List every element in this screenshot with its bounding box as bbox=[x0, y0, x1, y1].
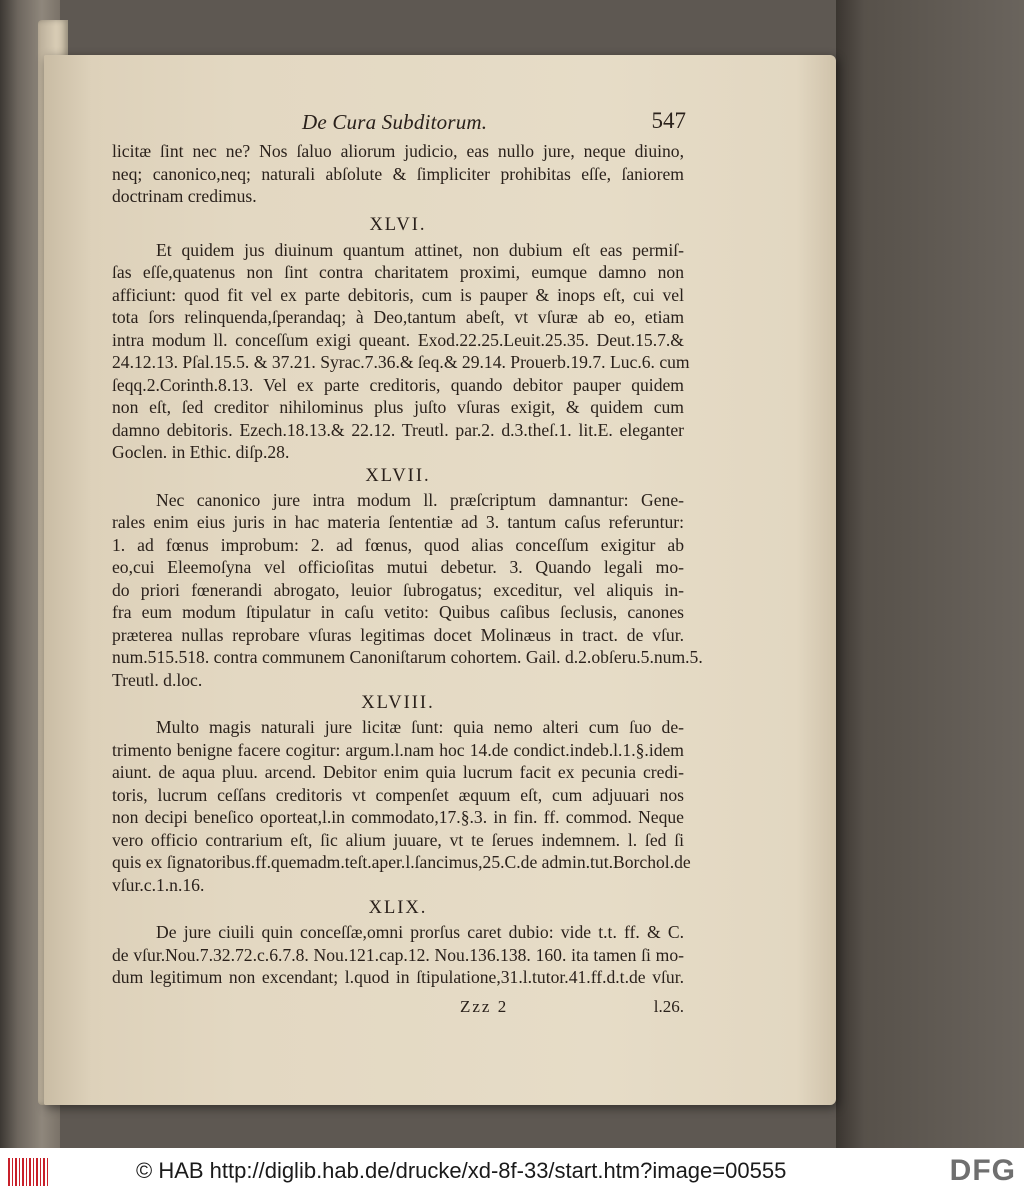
text-line: num.515.518. contra communem Canoniſtarum cohortem. Gail. d.2.obſeru.5.num.5. bbox=[112, 647, 703, 667]
text-line: præterea nullas reprobare vſuras legitimas docet Molinæus in tract. de vſur. bbox=[112, 624, 684, 645]
text-line: Multo magis naturali jure licitæ ſunt: quia nemo alteri cum ſuo de- bbox=[156, 717, 684, 737]
text-line: Nec canonico jure intra modum ll. præſcriptum damnantur: Gene- bbox=[156, 489, 684, 510]
page-content bbox=[112, 108, 703, 1023]
text-line: vero officio contrarium eſt, ſic alium juuare, vt te ſerues indemnem. l. ſed ſi bbox=[112, 829, 684, 850]
text-line: trimento benigne facere cogitur: argum.l.nam hoc 14.de condict.indeb.l.1.§.idem bbox=[112, 739, 684, 760]
section-49 bbox=[112, 896, 684, 989]
text-line: do priori fœnerandi abrogato, leuior ſubrogatus; exceditur, vel aliquis in- bbox=[112, 579, 684, 600]
dfg-logo: DFG bbox=[949, 1154, 1016, 1187]
text-line: non decipi beneſico oporteat,l.in commodato,17.§.3. in fin. ff. commod. Neque bbox=[112, 807, 684, 827]
book-background-right bbox=[836, 0, 1024, 1148]
running-head-title: De Cura Subditorum. bbox=[302, 110, 488, 134]
page-foot bbox=[112, 995, 684, 1023]
text-line: dum legitimum non excendant; l.quod in ſtipulatione,31.l.tutor.41.ff.d.t.de vſur. bbox=[112, 967, 684, 987]
paragraph-intro bbox=[112, 140, 684, 208]
section-heading: XLVIII. bbox=[361, 693, 435, 713]
signature-mark: Zzz 2 bbox=[460, 996, 509, 1016]
page-number: 547 bbox=[651, 108, 686, 133]
text-line: quis ex ſignatoribus.ff.quemadm.teſt.aper.l.ſancimus,25.C.de admin.tut.Borchol.de bbox=[112, 852, 691, 872]
copyright-link[interactable]: © HAB http://diglib.hab.de/drucke/xd-8f-33/start.htm?image=00555 bbox=[136, 1158, 787, 1183]
text-line: eo,cui Eleemoſyna vel officioſitas mutui debetur. 3. Quando legali mo- bbox=[112, 557, 684, 577]
section-heading: XLIX. bbox=[368, 898, 428, 918]
section-46 bbox=[112, 208, 690, 464]
text-line: De jure ciuili quin conceſſæ,omni prorſus caret dubio: vide t.t. ff. & C. bbox=[156, 922, 684, 942]
text-line: ſas eſſe,quatenus non ſint contra charitatem proximi, eumque damno non bbox=[112, 262, 684, 282]
section-heading: XLVI. bbox=[369, 214, 427, 235]
text-line: neq; canonico,neq; naturali abſolute & ſimpliciter prohibitas eſſe, ſaniorem bbox=[112, 163, 684, 184]
text-line: fra eum modum ſtipulatur in caſu vetito: Quibus caſibus ſeclusis, canones bbox=[112, 602, 684, 622]
catchword: l.26. bbox=[653, 996, 684, 1016]
text-line: tota ſors relinquenda,ſperandaq; à Deo,tantum abeſt, vt vſuræ ab eo, etiam bbox=[112, 307, 684, 327]
text-line: doctrinam credimus. bbox=[112, 186, 257, 206]
text-line: Treutl. d.loc. bbox=[112, 669, 203, 690]
viewer-footer bbox=[0, 1148, 1024, 1194]
text-line: Goclen. in Ethic. diſp.28. bbox=[112, 442, 290, 462]
text-line: non eſt, ſed creditor nihilominus plus juſto vſuras exigit, & quidem cum bbox=[112, 397, 684, 417]
text-line: 24.12.13. Pſal.15.5. & 37.21. Syrac.7.36.& ſeq.& 29.14. Prouerb.19.7. Luc.6. cum bbox=[112, 352, 690, 372]
section-heading: XLVII. bbox=[365, 465, 431, 486]
text-line: Et quidem jus diuinum quantum attinet, non dubium eſt eas permiſ- bbox=[156, 239, 684, 260]
text-line: licitæ ſint nec ne? Nos ſaluo aliorum judicio, eas nullo jure, neque diuino, bbox=[112, 141, 684, 161]
text-line: vſur.c.1.n.16. bbox=[112, 874, 205, 895]
text-line: damno debitoris. Ezech.18.13.& 22.12. Treutl. par.2. d.3.theſ.1. lit.E. eleganter bbox=[112, 419, 684, 440]
text-line: 1. ad fœnus improbum: 2. ad fœnus, quod alias conceſſum exigitur ab bbox=[112, 534, 684, 555]
text-line: afficiunt: quod fit vel ex parte debitoris, cum is pauper & inops eſt, cui vel bbox=[112, 284, 684, 305]
text-line: de vſur.Nou.7.32.72.c.6.7.8. Nou.121.cap.12. Nou.136.138. 160. ita tamen ſi mo- bbox=[112, 944, 684, 965]
section-47 bbox=[112, 464, 703, 692]
running-head bbox=[112, 110, 684, 140]
text-line: toris, lucrum ceſſans creditoris vt compenſet æquum eſt, cum adjuuari nos bbox=[112, 784, 684, 805]
text-line: ſeqq.2.Corinth.8.13. Vel ex parte creditoris, quando debitor pauper quidem bbox=[112, 374, 684, 395]
text-line: rales enim eius juris in hac materia ſententiæ ad 3. tantum caſus referuntur: bbox=[112, 512, 684, 532]
section-48 bbox=[112, 691, 691, 896]
text-line: intra modum ll. conceſſum exigi queant. Exod.22.25.Leuit.25.35. Deut.15.7.& bbox=[112, 329, 684, 350]
barcode-icon bbox=[8, 1158, 48, 1186]
text-line: aiunt. de aqua pluu. arcend. Debitor enim quia lucrum facit ex pecunia credi- bbox=[112, 762, 684, 782]
